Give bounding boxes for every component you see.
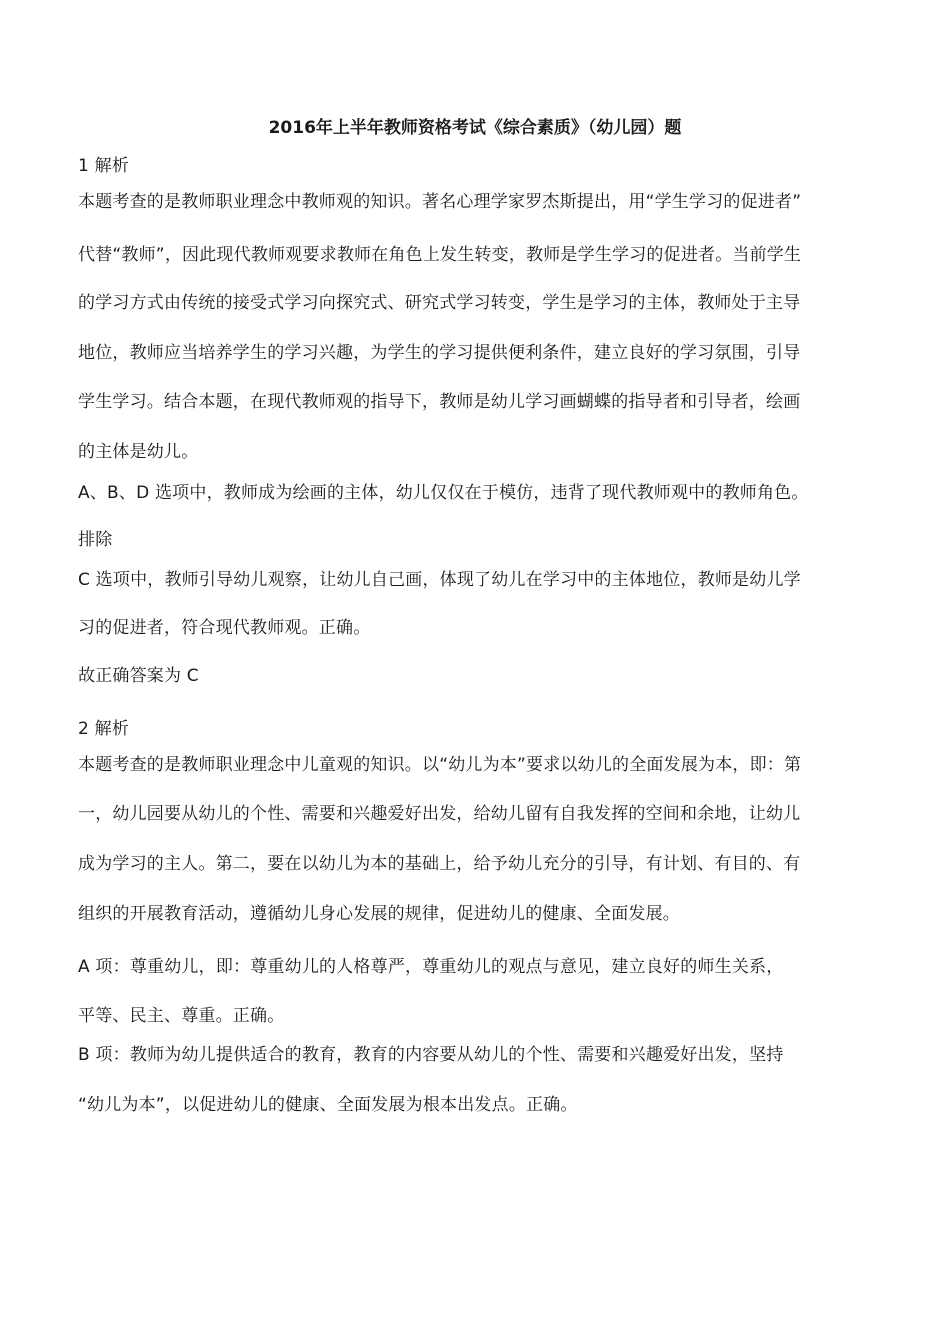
- section-2-line: 一，幼儿园要从幼儿的个性、需要和兴趣爱好出发，给幼儿留有自我发挥的空间和余地，让幼儿: [78, 804, 801, 824]
- document-title: 2016年上半年教师资格考试《综合素质》（幼儿园）题: [268, 118, 682, 138]
- section-2-line: 组织的开展教育活动，遵循幼儿身心发展的规律，促进幼儿的健康、全面发展。: [78, 904, 680, 924]
- section-2-line: 成为学习的主人。第二，要在以幼儿为本的基础上，给予幼儿充分的引导，有计划、有目的、有: [78, 854, 801, 874]
- section-1-line: 故正确答案为 C: [78, 666, 199, 686]
- section-1-line: 的学习方式由传统的接受式学习向探究式、研究式学习转变，学生是学习的主体，教师处于主导: [78, 293, 801, 313]
- section-1-line: C 选项中，教师引导幼儿观察，让幼儿自己画，体现了幼儿在学习中的主体地位，教师是幼儿学: [78, 570, 801, 590]
- section-1-line: 代替“教师”，因此现代教师观要求教师在角色上发生转变，教师是学生学习的促进者。当前学生: [78, 245, 802, 265]
- section-2-line: 平等、民主、尊重。正确。: [78, 1006, 285, 1026]
- section-1-line: 的主体是幼儿。: [78, 442, 199, 462]
- section-1-heading: 1 解析: [78, 156, 130, 176]
- section-2-line: A 项：尊重幼儿，即：尊重幼儿的人格尊严，尊重幼儿的观点与意见，建立良好的师生关系，: [78, 957, 784, 977]
- section-2-line: “幼儿为本”，以促进幼儿的健康、全面发展为根本出发点。正确。: [78, 1095, 578, 1115]
- section-1-line: 本题考查的是教师职业理念中教师观的知识。著名心理学家罗杰斯提出，用“学生学习的促进者”: [78, 192, 802, 212]
- section-1-line: 地位，教师应当培养学生的学习兴趣，为学生的学习提供便利条件，建立良好的学习氛围，引导: [78, 343, 801, 363]
- section-1-line: A、B、D 选项中，教师成为绘画的主体，幼儿仅仅在于模仿，违背了现代教师观中的教师角色。: [78, 483, 809, 503]
- section-2-line: 本题考查的是教师职业理念中儿童观的知识。以“幼儿为本”要求以幼儿的全面发展为本，即：第: [78, 755, 802, 775]
- section-2-heading: 2 解析: [78, 719, 130, 739]
- section-1-line: 学生学习。结合本题，在现代教师观的指导下，教师是幼儿学习画蝴蝶的指导者和引导者，绘画: [78, 392, 801, 412]
- section-2-line: B 项：教师为幼儿提供适合的教育，教育的内容要从幼儿的个性、需要和兴趣爱好出发，坚持: [78, 1045, 784, 1065]
- section-1-line: 排除: [78, 530, 113, 550]
- section-1-line: 习的促进者，符合现代教师观。正确。: [78, 618, 371, 638]
